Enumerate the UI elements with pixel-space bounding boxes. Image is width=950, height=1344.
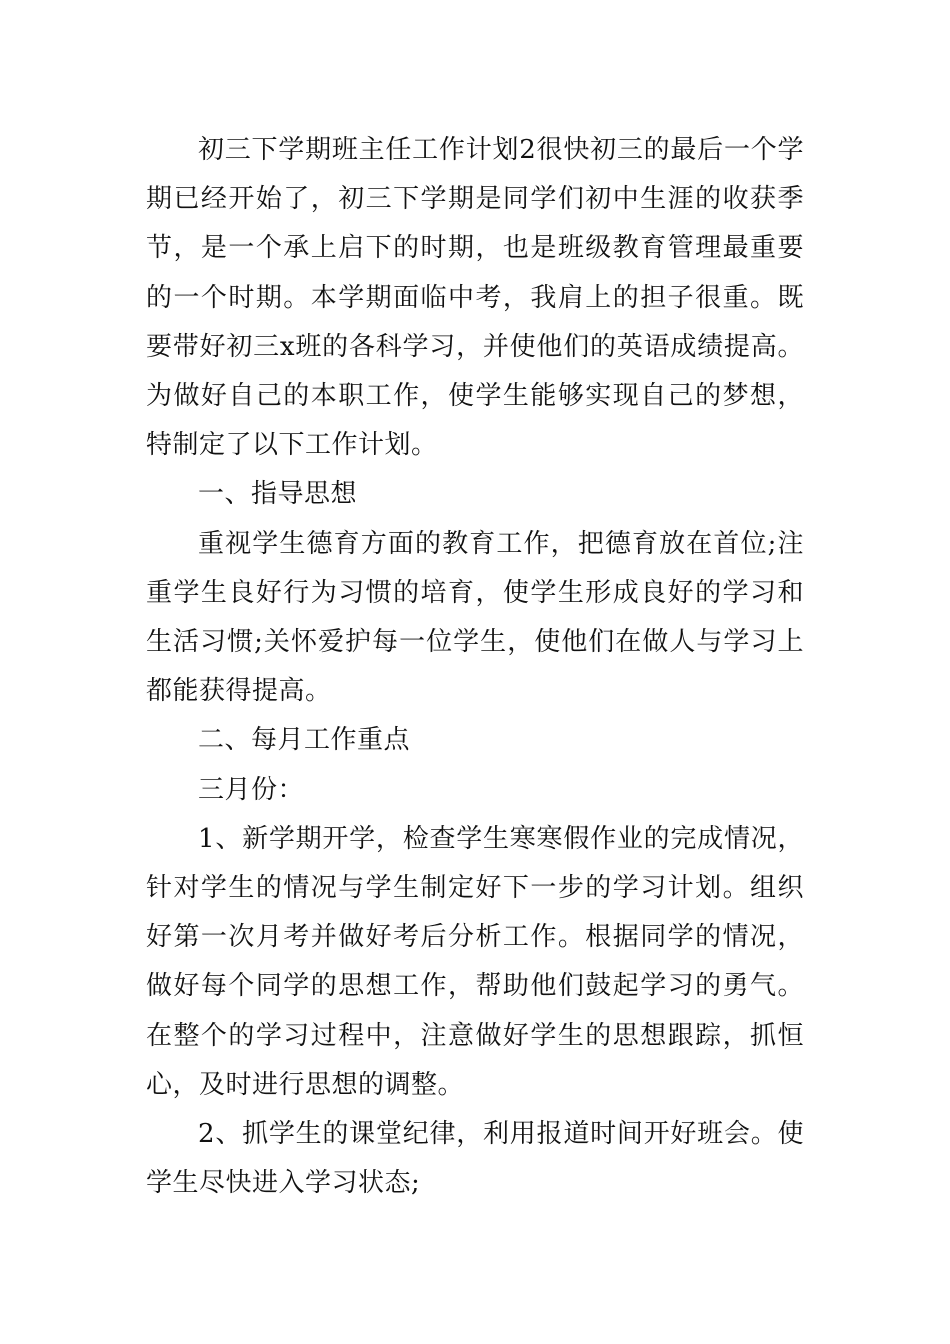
section-heading-guiding-thought: 一、指导思想 [198,479,358,510]
section-heading-monthly-focus: 二、每月工作重点 [198,725,411,756]
intro-paragraph: 初三下学期班主任工作计划2很快初三的最后一个学期已经开始了，初三下学期是同学们初中生涯的收获季节，是一个承上启下的时期，也是班级教育管理最重要的一个时期。本学期面临中考，我肩上的担子很重。既要带好初三x班的各科学习，并使他们的英语成绩提高。为做好自己的本职工作，使学生能够实现自己的梦想，特制定了以下工作计划。 [146,135,804,461]
list-item-2: 2、抓学生的课堂纪律，利用报道时间开好班会。使学生尽快进入学习状态; [146,1119,804,1199]
list-item-1: 1、新学期开学，检查学生寒寒假作业的完成情况，针对学生的情况与学生制定好下一步的学习计划。组织好第一次月考并做好考后分析工作。根据同学的情况，做好每个同学的思想工作，帮助他们鼓起学习的勇气。在整个的学习过程中，注意做好学生的思想跟踪，抓恒心，及时进行思想的调整。 [146,823,804,1100]
subheading-march: 三月份： [198,774,305,805]
guiding-thought-paragraph: 重视学生德育方面的教育工作，把德育放在首位;注重学生良好行为习惯的培育，使学生形成良好的学习和生活习惯;关怀爱护每一位学生，使他们在做人与学习上都能获得提高。 [146,528,804,707]
